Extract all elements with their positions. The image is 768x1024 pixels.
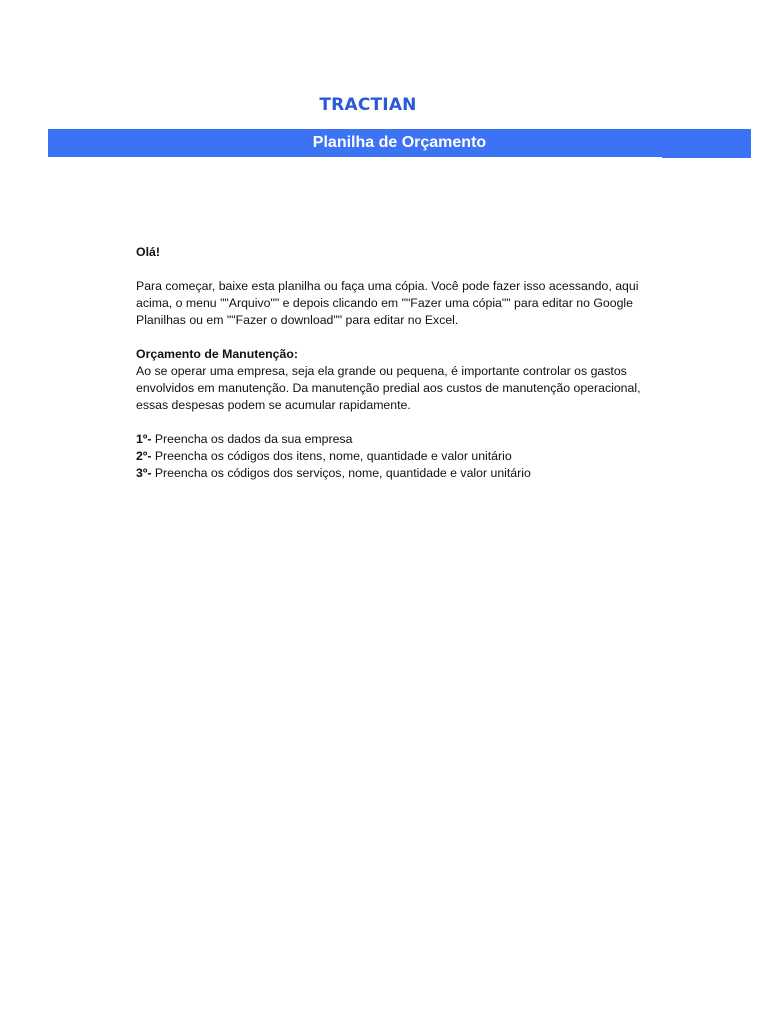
- instructions-content: [136, 244, 666, 482]
- step-label: 1º-: [136, 432, 152, 446]
- page-title: Planilha de Orçamento: [312, 134, 487, 151]
- step-label: 3º-: [136, 466, 152, 480]
- section-heading: Orçamento de Manutenção:: [136, 347, 298, 361]
- maintenance-section: [136, 346, 666, 414]
- step-text: Preencha os códigos dos serviços, nome, quantidade e valor unitário: [151, 466, 531, 480]
- step-text: Preencha os dados da sua empresa: [151, 432, 353, 446]
- title-bar-underline: [662, 156, 751, 158]
- step-item: [136, 465, 666, 482]
- intro-paragraph: Para começar, baixe esta planilha ou faça uma cópia. Você pode fazer isso acessando, aqui acima, o menu ""Arquivo"" e depois clicando em ""Fazer uma cópia"" para editar no Google Planilhas ou em ""Fazer o download"" para editar no Excel.: [136, 279, 639, 327]
- step-item: [136, 448, 666, 465]
- tractian-logo: TRACTIAN: [319, 95, 417, 115]
- step-label: 2º-: [136, 449, 152, 463]
- greeting-text: Olá!: [136, 245, 160, 259]
- steps-list: [136, 431, 666, 482]
- step-text: Preencha os códigos dos itens, nome, quantidade e valor unitário: [151, 449, 512, 463]
- step-item: [136, 431, 666, 448]
- section-body: Ao se operar uma empresa, seja ela grande ou pequena, é importante controlar os gastos envolvidos em manutenção. Da manutenção predial aos custos de manutenção operacional, essas despesas podem se acumular rapidamente.: [136, 364, 641, 412]
- page-title-bar: [48, 129, 751, 157]
